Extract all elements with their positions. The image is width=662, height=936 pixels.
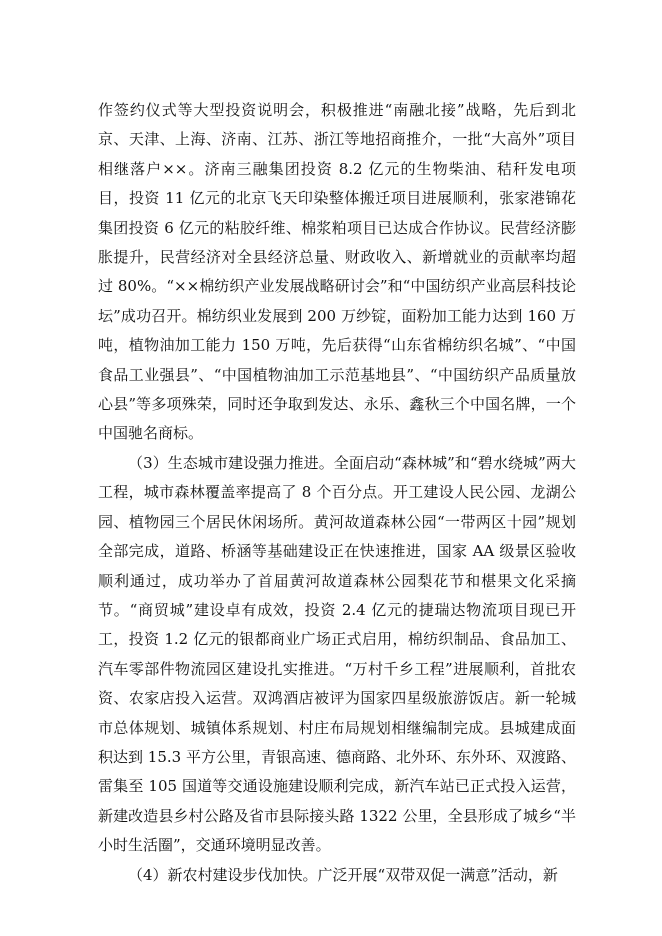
document-body [98,96,576,890]
paragraph-investment-continued: 作签约仪式等大型投资说明会，积极推进“南融北接”战略，先后到北京、天津、上海、济南、江苏、浙江等地招商推介，一批“大高外”项目相继落户××。济南三融集团投资 8.2 亿元的生物柴油、秸秆发电项目，投资 11 亿元的北京飞天印染整体搬迁项目进展顺利，张家港锦花集团投资 6 亿元的粘胶纤维、棉浆粕项目已达成合作协议。民营经济膨胀提升，民营经济对全县经济总量、财政收入、新增就业的贡献率均超过 80%。“××棉纺织产业发展战略研讨会”和“中国纺织产业高层科技论坛”成功召开。棉纺织业发展到 200 万纱锭，面粉加工能力达到 160 万吨，植物油加工能力 150 万吨，先后获得“山东省棉纺织名城”、“中国食品工业强县”、“中国植物油加工示范基地县”、“中国纺织产品质量放心县”等多项殊荣，同时还争取到发达、永乐、鑫秋三个中国名牌，一个中国驰名商标。 [98,101,576,443]
paragraph-new-countryside: （4）新农村建设步伐加快。广泛开展“双带双促一满意”活动，新 [128,865,558,884]
paragraph-eco-city: （3）生态城市建设强力推进。全面启动“森林城”和“碧水绕城”两大工程，城市森林覆盖率提高了 8 个百分点。开工建设人民公园、龙湖公园、植物园三个居民休闲场所。黄河故道森林公园“一带两区十园”规划全部完成，道路、桥涵等基础建设正在快速推进，国家 AA 级景区验收顺利通过，成功举办了首届黄河故道森林公园梨花节和椹果文化采摘节。“商贸城”建设卓有成效，投资 2.4 亿元的捷瑞达物流项目现已开工，投资 1.2 亿元的银都商业广场正式启用，棉纺织制品、食品加工、汽车零部件物流园区建设扎实推进。“万村千乡工程”进展顺利，首批农资、农家店投入运营。双鸿酒店被评为国家四星级旅游饭店。新一轮城市总体规划、城镇体系规划、村庄布局规划相继编制完成。县城建成面积达到 15.3 平方公里，青银高速、德商路、北外环、东外环、双渡路、雷集至 105 国道等交通设施建设顺利完成，新汽车站已正式投入运营，新建改造县乡村公路及省市县际接头路 1322 公里，全县形成了城乡“半小时生活圈”，交通环境明显改善。 [98,453,576,855]
